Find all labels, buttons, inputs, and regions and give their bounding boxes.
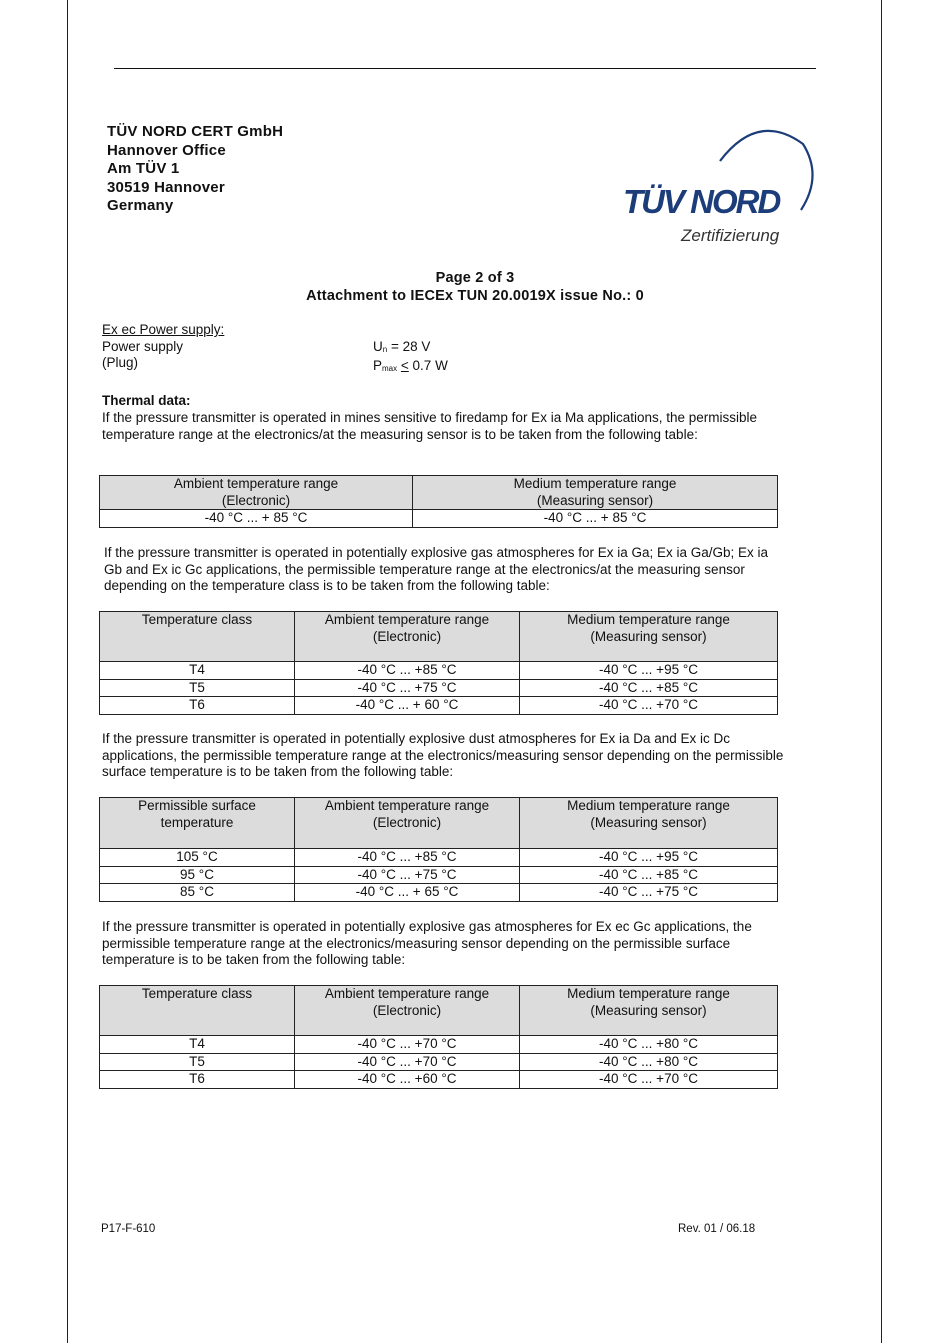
table-header-row (100, 798, 778, 849)
table-header-row (100, 986, 778, 1036)
paragraph-gas: If the pressure transmitter is operated in potentially explosive gas atmospheres for Ex ia Ga; Ex ia Ga/Gb; Ex ia Gb and Ex ic Gc applications, the permissible temperature range at the electronics/at the measuring sensor depending on the temperature class is to be taken from the following table: (104, 545, 769, 593)
table-header-row (100, 476, 778, 510)
header-rule (114, 68, 816, 69)
header-temperature-class: Temperature class (100, 612, 295, 662)
table-row: 105 °C -40 °C ... +85 °C -40 °C ... +95 °C (100, 849, 778, 867)
thermal-data-title: Thermal data: (102, 393, 191, 408)
page-heading (0, 269, 950, 305)
table-row: T4 -40 °C ... +70 °C -40 °C ... +80 °C (100, 1036, 778, 1054)
table-firedamp (99, 475, 778, 528)
address-line: TÜV NORD CERT GmbH (107, 123, 284, 140)
paragraph-dust: If the pressure transmitter is operated in potentially explosive dust atmospheres for Ex ia Da and Ex ic Dc applications, the permissible temperature range at the electronics/measuring sensor depending on the permissible surface temperature is to be taken from the following table: (102, 731, 784, 779)
table-row: T5 -40 °C ... +70 °C -40 °C ... +80 °C (100, 1053, 778, 1071)
table-row: -40 °C ... + 85 °C -40 °C ... + 85 °C (100, 510, 778, 528)
attachment-title: Attachment to IECEx TUN 20.0019X issue No.: 0 (306, 288, 644, 304)
header-ambient: Ambient temperature range (Electronic) (295, 612, 520, 662)
table-gas-temperature-class (99, 611, 778, 715)
header-ambient: Ambient temperature range (Electronic) (295, 798, 520, 849)
header-ambient: Ambient temperature range (Electronic) (295, 986, 520, 1036)
table-row: T4 -40 °C ... +85 °C -40 °C ... +95 °C (100, 662, 778, 680)
table-row: 85 °C -40 °C ... + 65 °C -40 °C ... +75 °C (100, 884, 778, 902)
table-row: 95 °C -40 °C ... +75 °C -40 °C ... +85 °C (100, 866, 778, 884)
logo-subtitle: Zertifizierung (681, 226, 780, 245)
un-value: $U_n = 28$ V (373, 338, 431, 354)
footer-form-id: P17-F-610 (101, 1223, 156, 1235)
header-temperature-class: Temperature class (100, 986, 295, 1036)
table-row: T6 -40 °C ... +60 °C -40 °C ... +70 °C (100, 1071, 778, 1089)
table-ex-ec-temperature-class (99, 985, 778, 1089)
header-ambient: Ambient temperature range (Electronic) (100, 476, 413, 510)
page-border-left (67, 0, 68, 1343)
company-address (107, 123, 283, 216)
table-row: T6 -40 °C ... + 60 °C -40 °C ... +70 °C (100, 697, 778, 715)
address-line: 30519 Hannover (107, 178, 225, 196)
address-line: Am TÜV 1 (107, 160, 180, 177)
table-header-row (100, 612, 778, 662)
header-medium: Medium temperature range (Measuring sensor) (520, 986, 778, 1036)
thermal-intro: If the pressure transmitter is operated in mines sensitive to firedamp for Ex ia Ma applications, the permissible temperature range at the electronics/at the measuring sensor is to be taken from the following table: (102, 410, 758, 442)
table-dust-surface-temperature (99, 797, 778, 902)
address-line: Hannover Office (107, 141, 226, 159)
pmax-value: $P_{max} < 0.7$ W (373, 358, 448, 373)
table-row: T5 -40 °C ... +75 °C -40 °C ... +85 °C (100, 679, 778, 697)
header-medium: Medium temperature range (Measuring sensor) (413, 476, 778, 510)
logo-wordmark: TÜV NORD (623, 183, 780, 220)
header-medium: Medium temperature range (Measuring sensor) (520, 798, 778, 849)
power-supply-values (373, 339, 448, 378)
page-border-right (881, 0, 882, 1343)
plug-label: (Plug) (102, 355, 139, 370)
header-medium: Medium temperature range (Measuring sensor) (520, 612, 778, 662)
header-surface-temperature: Permissible surface temperature (100, 798, 295, 849)
address-line: Germany (107, 197, 174, 214)
footer-revision: Rev. 01 / 06.18 (678, 1223, 756, 1235)
tuv-nord-logo (618, 126, 818, 251)
power-supply-labels (102, 322, 224, 372)
power-supply-title: Ex ec Power supply: (102, 322, 225, 337)
power-supply-label: Power supply (102, 338, 184, 354)
page-number: Page 2 of 3 (435, 270, 515, 286)
paragraph-ex-ec: If the pressure transmitter is operated in potentially explosive gas atmospheres for Ex ec Gc applications, the permissible temperature range at the electronics/measuring sensor depending on the permissible surface temperature is to be taken from the following table: (102, 919, 752, 967)
